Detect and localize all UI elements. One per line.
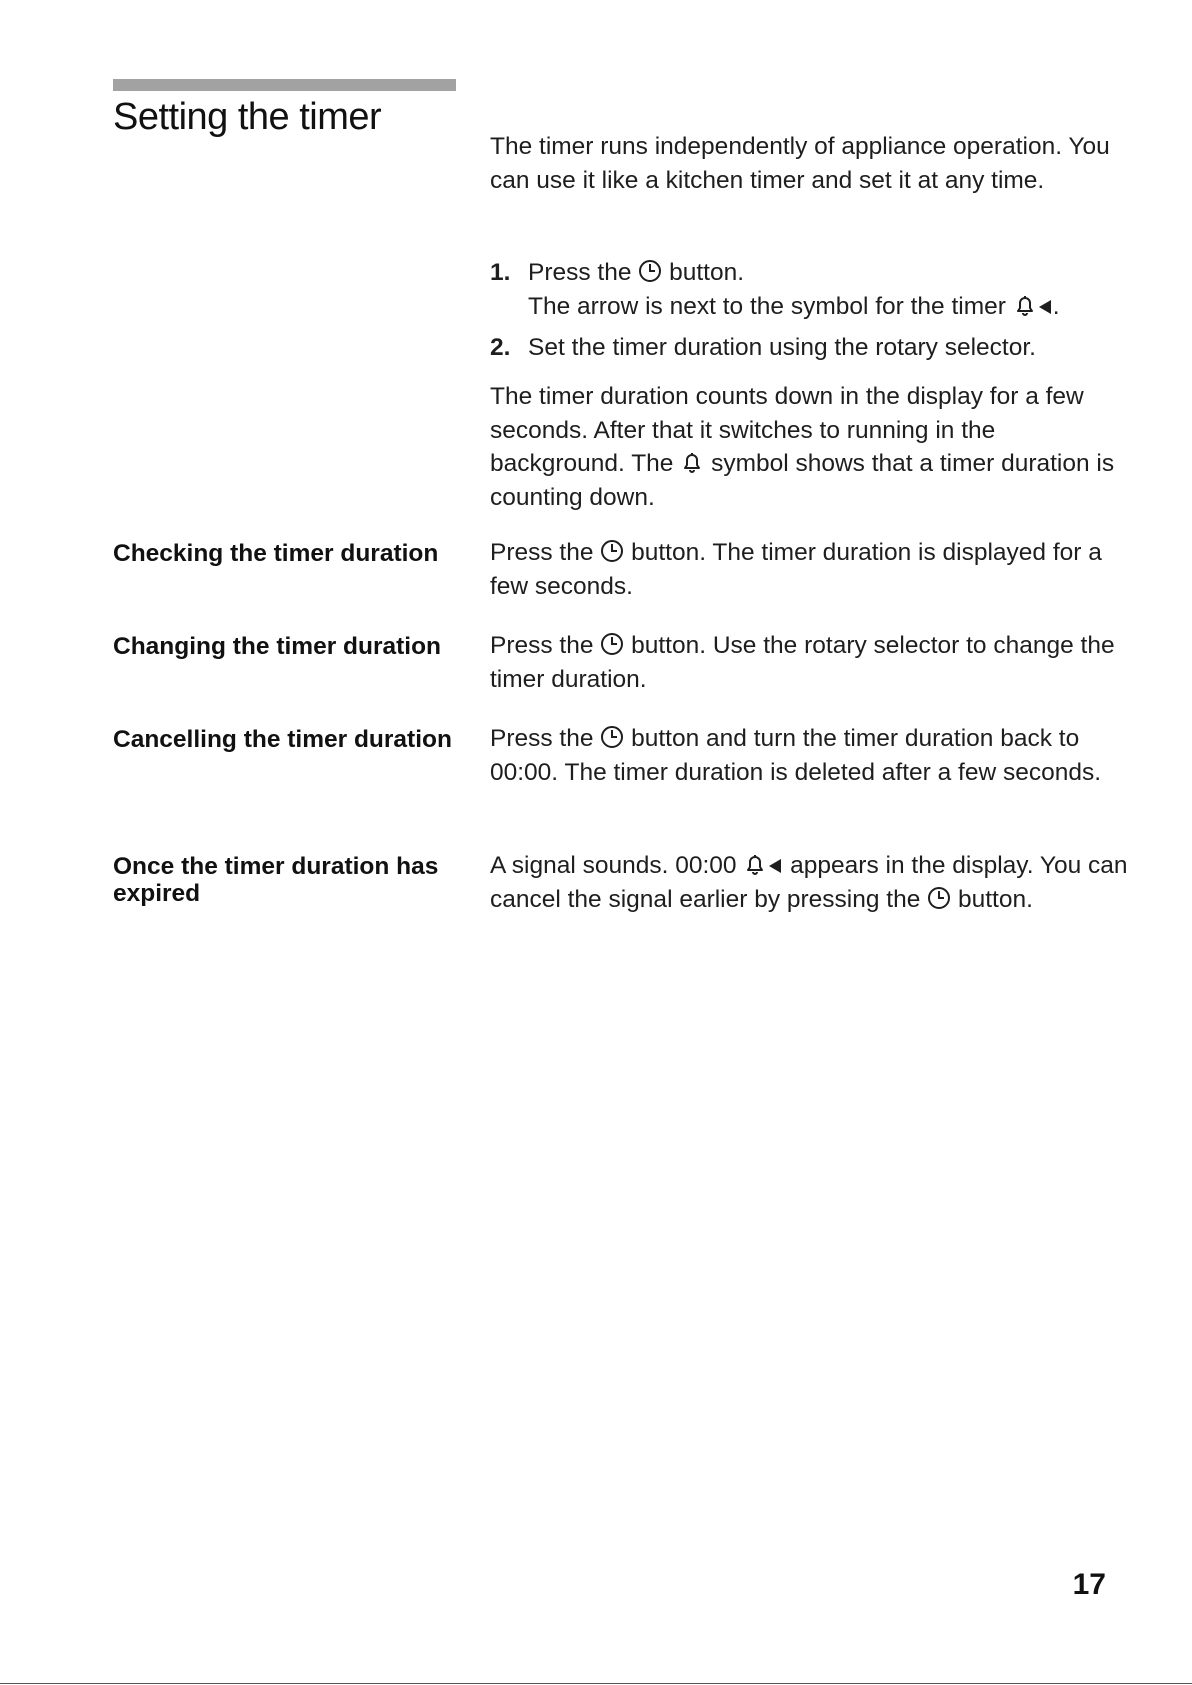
intro-paragraph: The timer runs independently of appliance operation. You can use it like a kitchen timer and set it at any time. — [490, 133, 1110, 194]
step-number: 1. — [490, 259, 511, 286]
section-heading-checking: Checking the timer duration — [113, 540, 439, 567]
countdown-paragraph: The timer duration counts down in the display for a few seconds. After that it switches to running in the background. The symbol shows that a timer duration is counting down. — [490, 383, 1115, 511]
section-text-cancelling: Press the button and turn the timer duration back to 00:00. The timer duration is deleted after a few seconds. — [490, 725, 1102, 786]
clock-icon — [638, 259, 662, 283]
step-2: 2. Set the timer duration using the rotary selector. — [490, 331, 1130, 365]
step-number: 2. — [490, 334, 511, 361]
page-title: Setting the timer — [113, 96, 382, 138]
section-rule — [113, 79, 456, 91]
section-text-checking: Press the button. The timer duration is displayed for a few seconds. — [490, 539, 1102, 600]
section-heading-changing: Changing the timer duration — [113, 633, 442, 660]
page-number: 17 — [1072, 1568, 1106, 1601]
steps-list — [490, 256, 1130, 365]
clock-icon — [600, 539, 624, 563]
clock-icon — [600, 725, 624, 749]
bell-icon — [1013, 293, 1037, 317]
section-heading-expired: Once the timer duration has expired — [113, 853, 439, 907]
section-text-expired: A signal sounds. 00:00 appears in the display. You can cancel the signal earlier by pressing the button. — [490, 852, 1128, 913]
page-bottom-edge — [0, 1683, 1192, 1684]
left-arrow-icon — [767, 856, 783, 876]
bell-icon — [743, 852, 767, 876]
bell-icon — [680, 450, 704, 474]
clock-icon — [600, 632, 624, 656]
clock-icon — [927, 886, 951, 910]
step-1: 1. Press the button. The arrow is next to the symbol for the timer . — [490, 256, 1130, 323]
left-arrow-icon — [1037, 297, 1053, 317]
section-text-changing: Press the button. Use the rotary selector to change the timer duration. — [490, 632, 1115, 693]
section-heading-cancelling: Cancelling the timer duration — [113, 726, 452, 753]
